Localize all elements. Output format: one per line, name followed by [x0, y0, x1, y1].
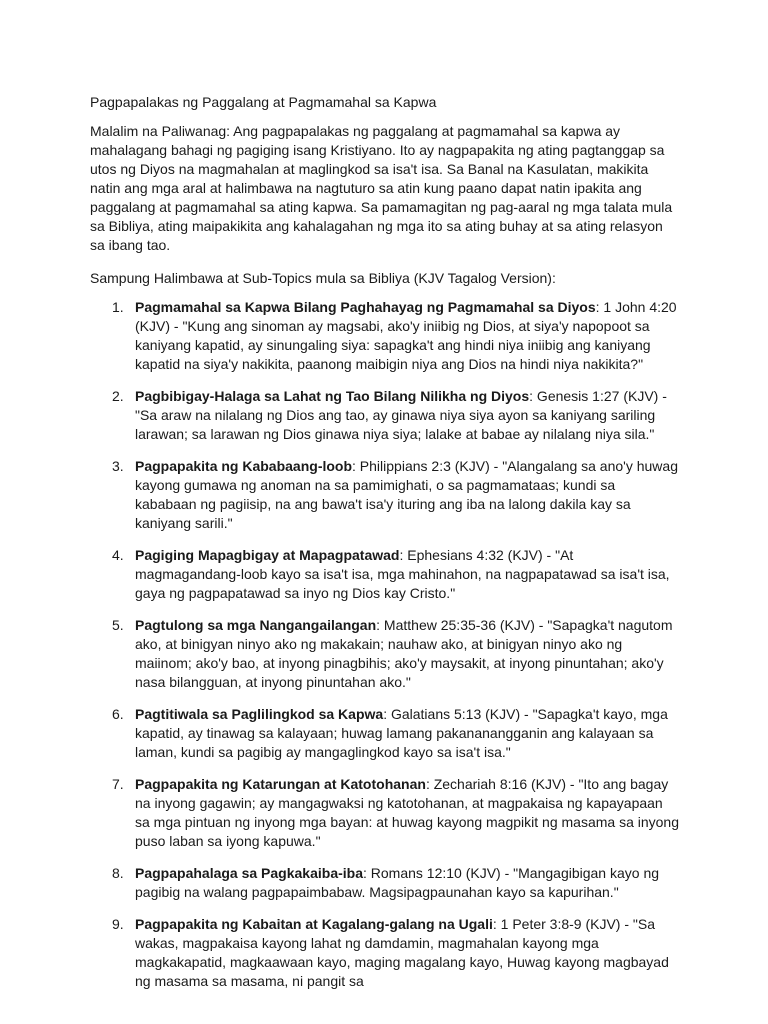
- list-item-text: : 1 Peter 3:8-9 (KJV) - "Sa wakas, magpakaisa kayong lahat ng damdamin, magmahalan kayong mga magkakapatid, magkaawaan kayo, maging magalang kayo, Huwag kayong magbayad ng masama sa masama, ni pangit sa: [135, 916, 669, 989]
- list-item-text: : 1 John 4:20 (KJV) - "Kung ang sinoman ay magsabi, ako'y iniibig ng Dios, at siya'y napopoot sa kaniyang kapatid, ay sinungaling siya: sapagka't ang hindi niya iniibig ang kaniyang kapatid na siya'y nakikita, paanong maibigin niya ang Dios na hindi niya nakikita?": [135, 299, 677, 372]
- list-item-number: 5.: [112, 617, 124, 633]
- list-item-number: 3.: [112, 458, 124, 474]
- list-item-text: : Romans 12:10 (KJV) - "Mangagibigan kayo ng pagibig na walang pagpapaimbabaw. Magsipagpaunahan kayo sa kapurihan.": [135, 865, 660, 900]
- list-item: [90, 546, 680, 603]
- list-item-number: 1.: [112, 299, 124, 315]
- list-item-topic: Pagbibigay-Halaga sa Lahat ng Tao Bilang Nilikha ng Diyos: [135, 388, 530, 404]
- list-item-topic: Pagpapakita ng Kabaitan at Kagalang-galang na Ugali: [135, 916, 493, 932]
- list-item-number: 8.: [112, 865, 124, 881]
- list-item-topic: Pagpapakita ng Katarungan at Katotohanan: [135, 776, 426, 792]
- list-item: [90, 864, 680, 902]
- list-item: [90, 775, 680, 851]
- list-item-text: : Galatians 5:13 (KJV) - "Sapagka't kayo, mga kapatid, ay tinawag sa kalayaan; huwag lamang pakananangganin ang kalayaan sa laman, kundi sa pagibig ay mangaglingkod kayo sa isa't isa.": [135, 706, 668, 760]
- list-item-text: : Matthew 25:35-36 (KJV) - "Sapagka't nagutom ako, at binigyan ninyo ako ng makakain; nauhaw ako, at binigyan ninyo ako ng maiinom; ako'y bao, at inyong pinagbihis; ako'y maysakit, at inyong pinuntahan; ako'y nasa bilangguan, at inyong pinuntahan ako.": [135, 617, 673, 690]
- list-item: [90, 915, 680, 991]
- list-heading: Sampung Halimbawa at Sub-Topics mula sa Bibliya (KJV Tagalog Version):: [90, 270, 556, 286]
- list-item: [90, 298, 680, 374]
- list-item: [90, 616, 680, 692]
- list-item-number: 4.: [112, 547, 124, 563]
- list-item-topic: Pagpapahalaga sa Pagkakaiba-iba: [135, 865, 363, 881]
- list-item: [90, 705, 680, 762]
- list-item: [90, 387, 680, 444]
- document-title: Pagpapalakas ng Paggalang at Pagmamahal sa Kapwa: [90, 94, 437, 110]
- list-item-topic: Pagmamahal sa Kapwa Bilang Paghahayag ng Pagmamahal sa Diyos: [135, 299, 596, 315]
- list-item-text: : Genesis 1:27 (KJV) - "Sa araw na nilalang ng Dios ang tao, ay ginawa niya siya ayon sa kaniyang sariling larawan; sa larawan ng Dios ginawa niya siya; lalake at babae ay nilalang niya sila.": [135, 388, 667, 442]
- list-item-text: : Ephesians 4:32 (KJV) - "At magmagandang-loob kayo sa isa't isa, mga mahinahon, na nagpapatawad sa isa't isa, gaya ng pagpapatawad sa inyo ng Dios kay Cristo.": [135, 547, 670, 601]
- list-item-text: : Philippians 2:3 (KJV) - "Alangalang sa ano'y huwag kayong gumawa ng anoman na sa pamimighati, o sa pagmamataas; kundi sa kababaan ng pagiisip, na ang bawa't isa'y ituring ang iba na lalong dakila kay sa kaniyang sarili.": [135, 458, 678, 531]
- intro-paragraph: Malalim na Paliwanag: Ang pagpapalakas ng paggalang at pagmamahal sa kapwa ay mahalagang bahagi ng pagiging isang Kristiyano. Ito ay nagpapakita ng ating pagtanggap sa utos ng Diyos na magmahalan at maglingkod sa isa't isa. Sa Banal na Kasulatan, makikita natin ang mga aral at halimbawa na nagtuturo sa atin kung paano dapat natin ipakita ang paggalang at pagmamahal sa ating kapwa. Sa pamamagitan ng pag-aaral ng mga talata mula sa Bibliya, ating maipakikita ang kahalagahan ng mga ito sa ating buhay at sa ating relasyon sa ibang tao.: [90, 123, 673, 253]
- list-item-number: 2.: [112, 388, 124, 404]
- list-item-topic: Pagtulong sa mga Nangangailangan: [135, 617, 377, 633]
- list-item-topic: Pagpapakita ng Kababaang-loob: [135, 458, 353, 474]
- list-item-topic: Pagtitiwala sa Paglilingkod sa Kapwa: [135, 706, 384, 722]
- list-item-text: : Zechariah 8:16 (KJV) - "Ito ang bagay na inyong gagawin; ay mangagwaksi ng katotohanan, at magpakaisa ng kapayapaan sa mga pintuan ng inyong mga bayan: at huwag kayong magpikit ng masama sa inyong puso laban sa iyong kapuwa.": [135, 776, 680, 849]
- list-item-number: 7.: [112, 776, 124, 792]
- list-item-number: 6.: [112, 706, 124, 722]
- examples-list: [90, 298, 680, 991]
- list-item: [90, 457, 680, 533]
- list-item-topic: Pagiging Mapagbigay at Mapagpatawad: [135, 547, 400, 563]
- list-item-number: 9.: [112, 916, 124, 932]
